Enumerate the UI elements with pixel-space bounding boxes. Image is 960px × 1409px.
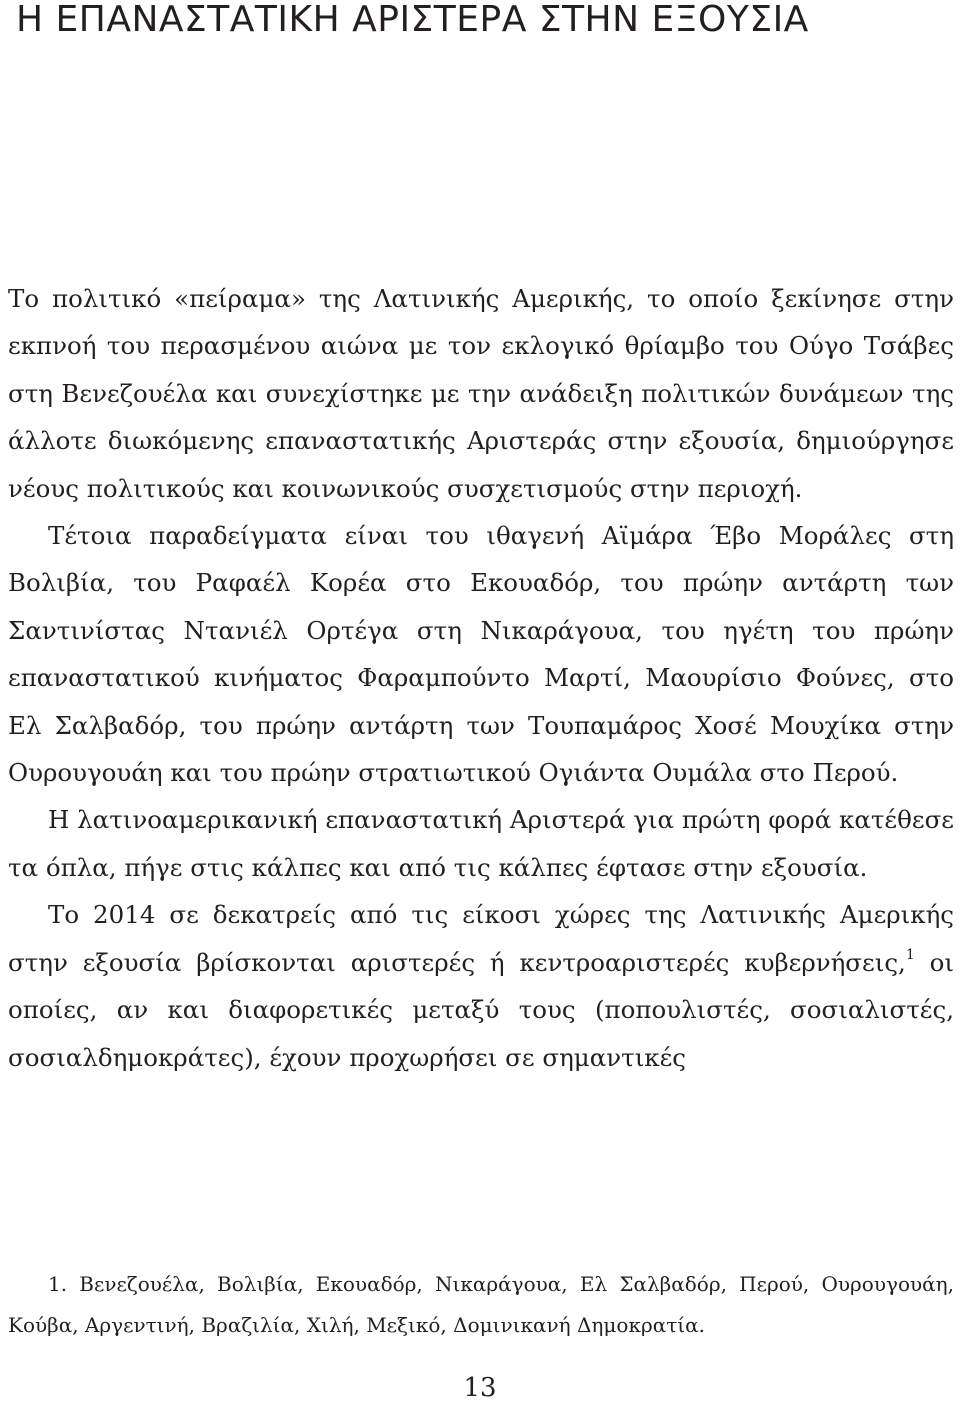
footnote-reference[interactable]: 1 xyxy=(905,946,915,963)
paragraph-1: Το πολιτικό «πείραμα» της Λατινικής Αμερικής, το οποίο ξεκίνησε στην εκπνοή του περασμένου αιώνα με τον εκλογικό θρίαμβο του Ούγο Τσάβες στη Βενεζουέλα και συνεχίστηκε με την ανάδειξη πολιτικών δυνάμεων της άλλοτε διωκόμενης επαναστατικής Αριστεράς στην εξουσία, δημιούργησε νέους πολιτικούς και κοινωνικούς συσχετισμούς στην περιοχή. xyxy=(8,284,954,503)
body-text xyxy=(8,275,954,1081)
paragraph-4 xyxy=(8,891,954,1081)
running-header-title: Η ΕΠΑΝΑΣΤΑΤΙΚΗ ΑΡΙΣΤΕΡΑ ΣΤΗΝ ΕΞΟΥΣΙΑ xyxy=(16,0,809,40)
paragraph-4-text-before: Το 2014 σε δεκατρείς από τις είκοσι χώρες της Λατινικής Αμερικής στην εξουσία βρίσκονται αριστερές ή κεντροαριστερές κυβερνήσεις, xyxy=(8,900,954,977)
page-number: 13 xyxy=(463,1373,497,1403)
footnotes xyxy=(8,1264,954,1346)
paragraph-3: Η λατινοαμερικανική επαναστατική Αριστερά για πρώτη φορά κατέθεσε τα όπλα, πήγε στις κάλπες και από τις κάλπες έφτασε στην εξουσία. xyxy=(8,805,954,882)
paragraph-2: Τέτοια παραδείγματα είναι του ιθαγενή Αϊμάρα Έβο Μοράλες στη Βολιβία, του Ραφαέλ Κορέα στο Εκουαδόρ, του πρώην αντάρτη των Σαντινίστας Ντανιέλ Ορτέγα στη Νικαράγουα, του ηγέτη του πρώην επαναστατικού κινήματος Φαραμπούντο Μαρτί, Μαουρίσιο Φούνες, στο Ελ Σαλβαδόρ, του πρώην αντάρτη των Τουπαμάρος Χοσέ Μουχίκα στην Ουρουγουάη και του πρώην στρατιωτικού Ογιάντα Ουμάλα στο Περού. xyxy=(8,521,954,788)
footnote-1: 1. Βενεζουέλα, Βολιβία, Εκουαδόρ, Νικαράγουα, Ελ Σαλβαδόρ, Περού, Ουρουγουάη, Κούβα, Αργεντινή, Βραζιλία, Χιλή, Μεξικό, Δομινικανή Δημοκρατία. xyxy=(8,1272,954,1337)
paragraph-4-text-after: οι οποίες, αν και διαφορετικές μεταξύ τους (ποπουλιστές, σοσιαλιστές, σοσιαλδημοκράτες), έχουν προχωρήσει σε σημαντικές xyxy=(8,947,954,1072)
